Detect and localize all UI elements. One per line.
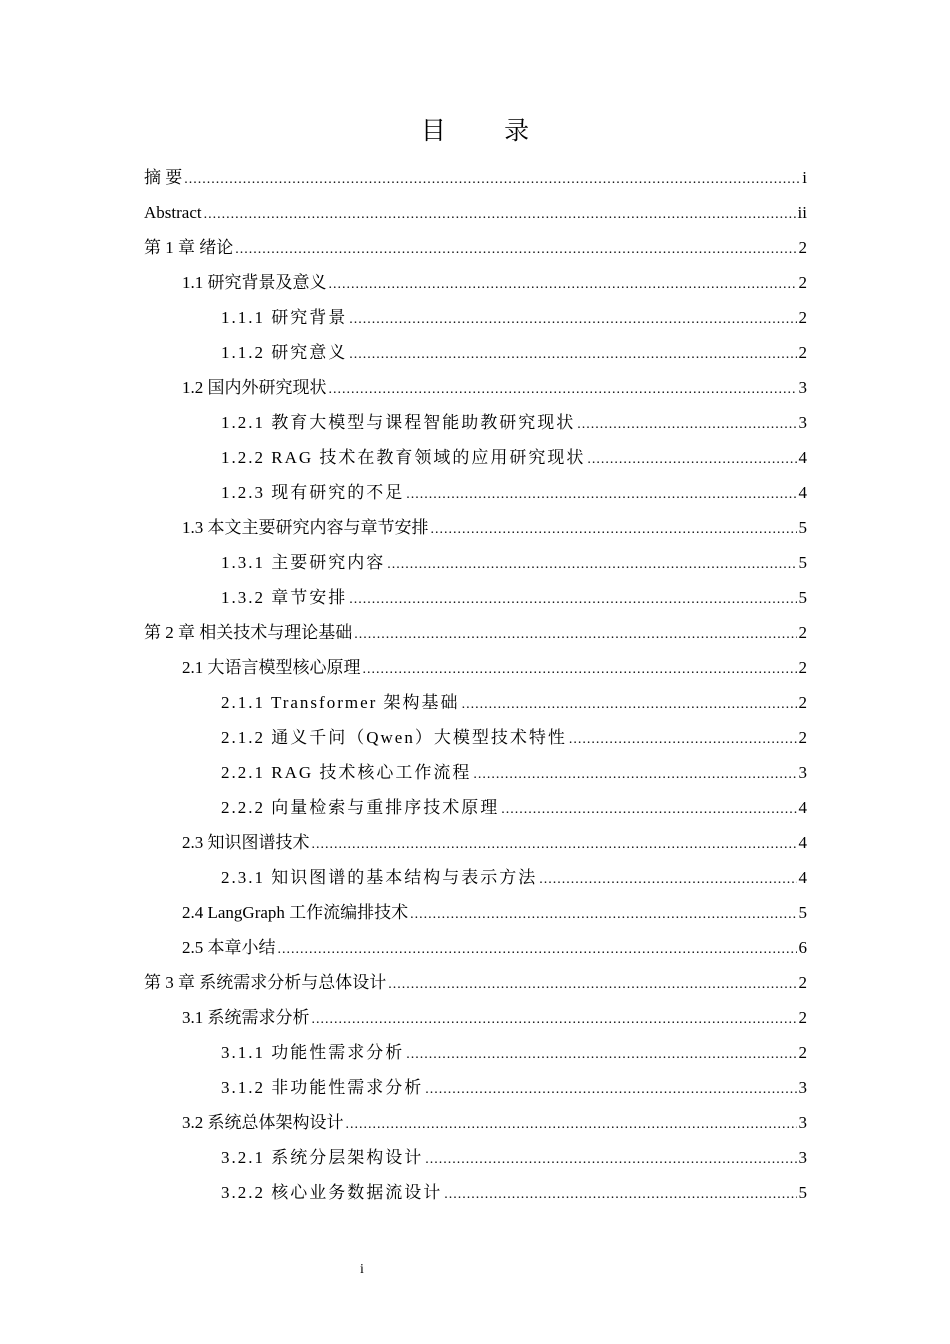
toc-entry-text: 2.5 本章小结: [182, 938, 276, 957]
toc-entry-page: 2: [798, 658, 807, 677]
toc-leader-dots: [349, 580, 796, 617]
toc-entry-text: 1.3 本文主要研究内容与章节安排: [182, 518, 429, 537]
toc-leader-dots: [425, 1140, 796, 1177]
toc-leader-dots: [539, 860, 796, 897]
toc-entry-text: 3.2 系统总体架构设计: [182, 1113, 344, 1132]
toc-entry[interactable]: [144, 685, 807, 720]
toc-entry-page: 3: [798, 1148, 807, 1167]
toc-entry[interactable]: [144, 650, 807, 685]
toc-leader-dots: [444, 1175, 796, 1212]
toc-entry[interactable]: [144, 335, 807, 370]
toc-leader-dots: [406, 475, 796, 512]
toc-entry[interactable]: [144, 860, 807, 895]
toc-entry-text: 第 2 章 相关技术与理论基础: [144, 623, 353, 642]
toc-entry[interactable]: [144, 1105, 807, 1140]
toc-leader-dots: [184, 160, 800, 197]
toc-entry-page: 3: [798, 763, 807, 782]
toc-entry[interactable]: [144, 1070, 807, 1105]
toc-entry[interactable]: [144, 790, 807, 825]
toc-entry[interactable]: [144, 1175, 807, 1210]
toc-leader-dots: [329, 265, 797, 302]
toc-entry-page: 3: [798, 1078, 807, 1097]
toc-entry-text: 2.3 知识图谱技术: [182, 833, 310, 852]
toc-entry-text: 3.1.2 非功能性需求分析: [221, 1078, 424, 1097]
toc-entry-page: 3: [798, 413, 807, 432]
toc-entry-page: 2: [798, 238, 807, 257]
toc-entry-text: 1.2.3 现有研究的不足: [221, 483, 405, 502]
toc-entry-text: 1.2.2 RAG 技术在教育领域的应用研究现状: [221, 448, 586, 467]
toc-entry-page: 4: [798, 483, 807, 502]
toc-entry[interactable]: [144, 440, 807, 475]
toc-leader-dots: [346, 1105, 797, 1142]
toc-entry-page: 4: [798, 833, 807, 852]
toc-entry-page: 5: [798, 553, 807, 572]
toc-entry-text: 第 3 章 系统需求分析与总体设计: [144, 973, 387, 992]
toc-entry-page: 2: [798, 1008, 807, 1027]
toc-entry-page: 2: [798, 308, 807, 327]
toc-entry-text: 1.2 国内外研究现状: [182, 378, 327, 397]
toc-entry-page: 2: [798, 273, 807, 292]
toc-entry-page: ii: [797, 203, 807, 222]
toc-leader-dots: [569, 720, 797, 757]
toc-entry-page: 2: [798, 343, 807, 362]
toc-entry[interactable]: [144, 580, 807, 615]
toc-leader-dots: [349, 335, 796, 372]
toc-entry-page: 4: [798, 448, 807, 467]
toc-entry[interactable]: [144, 545, 807, 580]
toc-entry-page: 2: [798, 1043, 807, 1062]
toc-leader-dots: [410, 895, 796, 932]
toc-entry[interactable]: [144, 475, 807, 510]
toc-leader-dots: [587, 440, 796, 477]
toc-leader-dots: [387, 545, 796, 582]
toc-entry-page: 2: [798, 623, 807, 642]
toc-leader-dots: [462, 685, 797, 722]
toc-entry[interactable]: [144, 720, 807, 755]
toc-entry-page: 5: [798, 588, 807, 607]
toc-leader-dots: [235, 230, 796, 267]
toc-entry[interactable]: [144, 930, 807, 965]
toc-leader-dots: [312, 825, 797, 862]
toc-entry-page: 3: [798, 378, 807, 397]
toc-entry-text: 2.1.1 Transformer 架构基础: [221, 693, 460, 712]
toc-entry-text: 3.2.2 核心业务数据流设计: [221, 1183, 443, 1202]
toc-entry-text: 1.3.2 章节安排: [221, 588, 348, 607]
toc-entry-text: 2.1.2 通义千问（Qwen）大模型技术特性: [221, 728, 567, 747]
toc-leader-dots: [312, 1000, 797, 1037]
toc-entry-page: 2: [798, 973, 807, 992]
toc-entry-text: 2.1 大语言模型核心原理: [182, 658, 361, 677]
toc-entry-text: 1.3.1 主要研究内容: [221, 553, 386, 572]
toc-entry[interactable]: [144, 510, 807, 545]
toc-leader-dots: [425, 1070, 796, 1107]
toc-entry-text: 3.1 系统需求分析: [182, 1008, 310, 1027]
toc-entry-text: 2.2.1 RAG 技术核心工作流程: [221, 763, 472, 782]
toc-entry[interactable]: [144, 230, 807, 265]
toc-leader-dots: [406, 1035, 796, 1072]
toc-entry-page: 4: [798, 868, 807, 887]
toc-entry-text: 摘 要: [144, 168, 183, 187]
toc-entry[interactable]: [144, 405, 807, 440]
toc-entry-page: 2: [798, 693, 807, 712]
toc-entry-page: 6: [798, 938, 807, 957]
table-of-contents: [144, 160, 807, 1210]
toc-entry[interactable]: [144, 265, 807, 300]
toc-leader-dots: [363, 650, 797, 687]
toc-entry-text: 3.2.1 系统分层架构设计: [221, 1148, 424, 1167]
toc-entry-page: 3: [798, 1113, 807, 1132]
toc-entry-page: 2: [798, 728, 807, 747]
toc-leader-dots: [431, 510, 797, 547]
toc-entry[interactable]: [144, 895, 807, 930]
toc-entry[interactable]: [144, 300, 807, 335]
toc-entry-text: 1.2.1 教育大模型与课程智能助教研究现状: [221, 413, 576, 432]
toc-entry-text: 2.4 LangGraph 工作流编排技术: [182, 903, 409, 922]
toc-leader-dots: [278, 930, 797, 967]
toc-entry[interactable]: [144, 1000, 807, 1035]
page-number-footer: i: [360, 1262, 364, 1277]
toc-entry-text: 3.1.1 功能性需求分析: [221, 1043, 405, 1062]
toc-entry-text: 1.1.2 研究意义: [221, 343, 348, 362]
toc-entry-text: 第 1 章 绪论: [144, 238, 234, 257]
toc-entry-text: 2.2.2 向量检索与重排序技术原理: [221, 798, 500, 817]
toc-leader-dots: [388, 965, 796, 1002]
toc-entry[interactable]: [144, 825, 807, 860]
toc-leader-dots: [204, 195, 796, 232]
toc-entry[interactable]: [144, 1035, 807, 1070]
toc-entry[interactable]: [144, 755, 807, 790]
toc-leader-dots: [501, 790, 796, 827]
toc-title: 目 录: [420, 118, 556, 145]
toc-entry[interactable]: [144, 1140, 807, 1175]
toc-leader-dots: [473, 755, 796, 792]
toc-entry[interactable]: [144, 195, 807, 230]
toc-entry-page: 5: [798, 903, 807, 922]
toc-entry-page: 5: [798, 1183, 807, 1202]
toc-entry-page: 4: [798, 798, 807, 817]
toc-entry[interactable]: [144, 370, 807, 405]
toc-entry[interactable]: [144, 615, 807, 650]
toc-entry-text: 2.3.1 知识图谱的基本结构与表示方法: [221, 868, 538, 887]
toc-entry[interactable]: [144, 965, 807, 1000]
toc-entry-text: Abstract: [144, 203, 202, 222]
toc-entry-page: i: [802, 168, 807, 187]
toc-leader-dots: [349, 300, 796, 337]
toc-leader-dots: [577, 405, 796, 442]
toc-entry-text: 1.1.1 研究背景: [221, 308, 348, 327]
toc-leader-dots: [354, 615, 796, 652]
toc-leader-dots: [329, 370, 797, 407]
toc-entry-page: 5: [798, 518, 807, 537]
toc-entry[interactable]: [144, 160, 807, 195]
toc-entry-text: 1.1 研究背景及意义: [182, 273, 327, 292]
